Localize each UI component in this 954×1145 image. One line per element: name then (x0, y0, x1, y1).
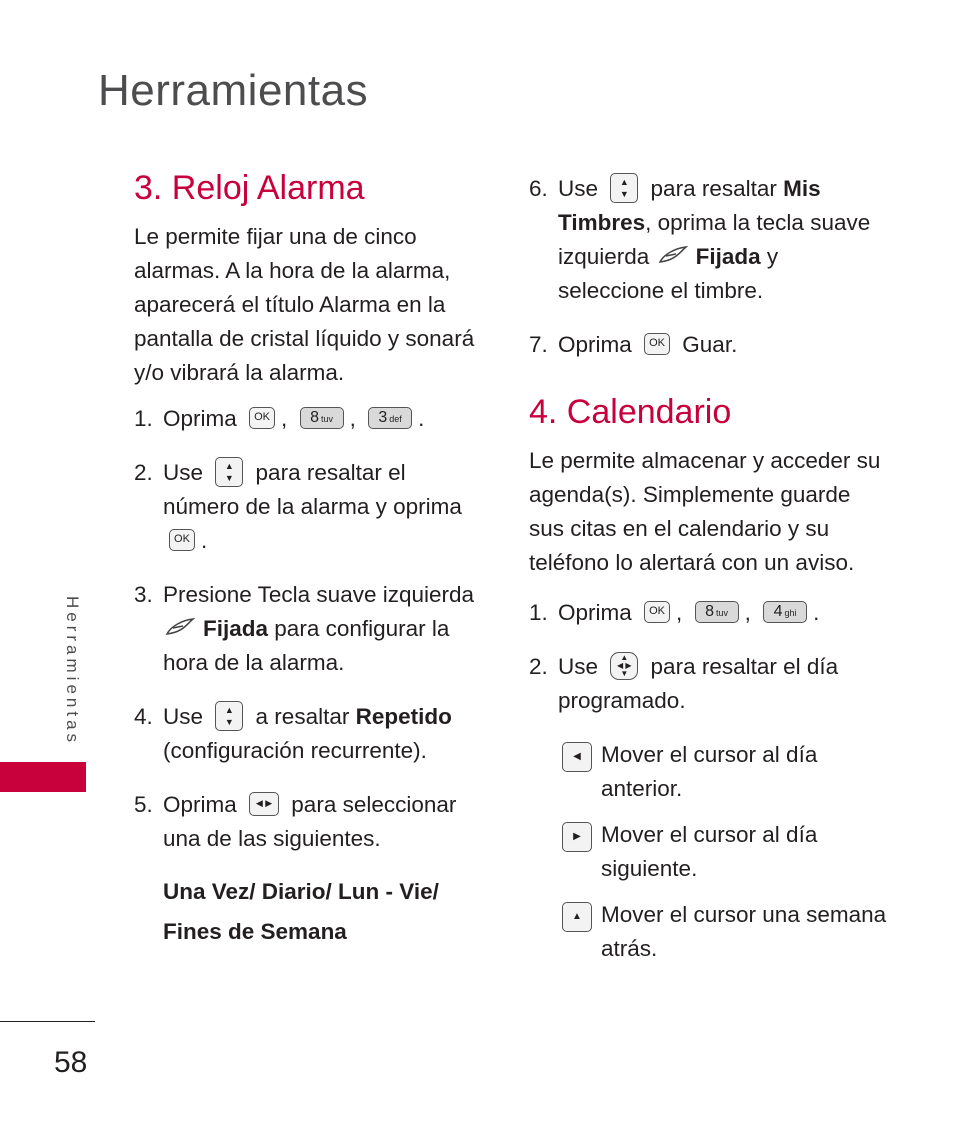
separator: , (349, 406, 356, 431)
ok-key-icon: OK (169, 529, 195, 551)
step-text: Oprima (558, 332, 632, 357)
key-8-icon: 8 tuv (695, 601, 739, 623)
step-number: 1. (529, 600, 548, 625)
step-text: Oprima (163, 792, 237, 817)
nav-item-up (529, 898, 889, 966)
step-5 (134, 788, 484, 856)
key-8-icon: 8 tuv (300, 407, 344, 429)
step-number: 1. (134, 406, 153, 431)
nav-item-left (529, 738, 889, 806)
section-title-reloj-alarma: 3. Reloj Alarma (134, 169, 365, 207)
step-number: 4. (134, 704, 153, 729)
step-6 (529, 172, 889, 308)
step-text: Use (558, 654, 599, 679)
bold-term: Repetido (355, 704, 452, 729)
four-way-navigation-key-icon: ▲ ◀ ▶ ▼ (610, 652, 638, 680)
step-text: Guar. (682, 332, 738, 357)
step-number: 5. (134, 792, 153, 817)
left-soft-key-icon (658, 246, 688, 264)
step-1 (134, 402, 484, 436)
nav-item-text: Mover el cursor al día siguiente. (601, 822, 818, 881)
step-text: para seleccionar una de las siguientes. (163, 792, 457, 851)
page-number: 58 (54, 1046, 88, 1079)
nav-item-right (529, 818, 889, 886)
up-down-navigation-key-icon: ▲ ▼ (215, 701, 243, 731)
section-title-calendario: 4. Calendario (529, 393, 732, 431)
step-2 (134, 456, 484, 558)
side-section-label: Herramientas (63, 596, 82, 747)
step-2 (529, 650, 889, 718)
step-end: . (418, 406, 425, 431)
ok-key-icon: OK (644, 601, 670, 623)
step-4 (134, 700, 484, 768)
up-down-navigation-key-icon: ▲ ▼ (610, 173, 638, 203)
step-text: , oprima la tecla suave izquierda (558, 210, 871, 269)
step-text: para resaltar el día programado. (558, 654, 839, 713)
ok-key-icon: OK (249, 407, 275, 429)
right-column (529, 172, 889, 978)
step-text: para configurar la hora de la alarma. (163, 616, 450, 675)
step-text: para resaltar (650, 176, 777, 201)
alarm-repeat-options (134, 872, 484, 952)
step-3 (134, 578, 484, 680)
step-end: . (813, 600, 820, 625)
footer-rule (0, 1021, 95, 1022)
key-3-icon: 3 def (368, 407, 412, 429)
step-number: 6. (529, 176, 548, 201)
ok-key-icon: OK (644, 333, 670, 355)
right-arrow-key-icon: ▶ (562, 822, 592, 852)
step-number: 7. (529, 332, 548, 357)
step-text: a resaltar (255, 704, 350, 729)
bold-term: Mis Timbres (558, 176, 821, 235)
step-text: Use (558, 176, 599, 201)
step-number: 3. (134, 582, 153, 607)
nav-item-text: Mover el cursor una semana atrás. (601, 902, 887, 961)
step-number: 2. (134, 460, 153, 485)
step-text: para resaltar el número de la alarma y oprima (163, 460, 462, 519)
section-intro: Le permite almacenar y acceder su agenda(s). Simplemente guarde sus citas en el calendario y su teléfono lo alertará con un aviso. (529, 448, 881, 575)
left-soft-key-icon (165, 618, 195, 636)
separator: , (744, 600, 751, 625)
step-text: Oprima (163, 406, 237, 431)
side-section-tab (0, 762, 86, 792)
left-arrow-key-icon: ◀ (562, 742, 592, 772)
up-down-navigation-key-icon: ▲ ▼ (215, 457, 243, 487)
left-column (134, 166, 484, 952)
step-text: y seleccione el timbre. (558, 244, 779, 303)
options-line: Fines de Semana (163, 919, 347, 944)
step-number: 2. (529, 654, 548, 679)
separator: , (676, 600, 683, 625)
step-text: Presione Tecla suave izquierda (163, 582, 475, 607)
step-7 (529, 328, 889, 362)
section-intro: Le permite fijar una de cinco alarmas. A la hora de la alarma, aparecerá el título Alarma en la pantalla de cristal líquido y sonará y/o vibrará la alarma. (134, 224, 475, 385)
step-text: Use (163, 460, 204, 485)
separator: , (281, 406, 288, 431)
step-end: . (201, 528, 208, 553)
bold-term: Fijada (695, 244, 761, 269)
options-line: Una Vez/ Diario/ Lun - Vie/ (163, 879, 439, 904)
step-text: Use (163, 704, 204, 729)
key-4-icon: 4 ghi (763, 601, 807, 623)
step-text: (configuración recurrente). (163, 738, 427, 763)
step-1 (529, 596, 889, 630)
page-title: Herramientas (98, 66, 369, 115)
up-arrow-key-icon: ▲ (562, 902, 592, 932)
step-text: Oprima (558, 600, 632, 625)
left-right-navigation-key-icon: ◀ ▶ (249, 792, 279, 816)
nav-item-text: Mover el cursor al día anterior. (601, 742, 818, 801)
bold-term: Fijada (203, 616, 269, 641)
